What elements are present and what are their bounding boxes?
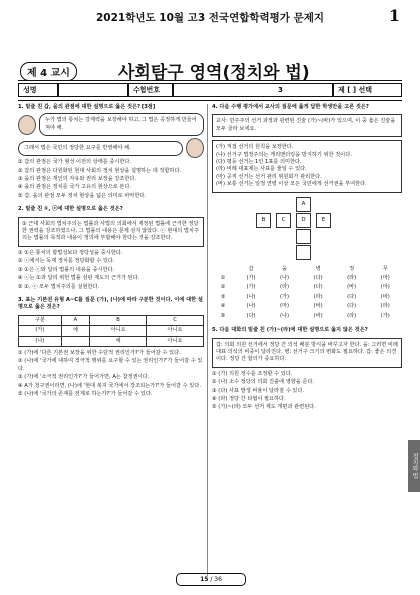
table-cell: (라) — [347, 312, 357, 319]
question-1 — [18, 104, 204, 200]
table-cell: (다) — [246, 312, 256, 319]
question-4 — [212, 104, 402, 321]
statement: (나) 선거구 법정주의는 게리맨더링을 방지하기 위한 것이다. — [216, 151, 352, 158]
table-row — [19, 326, 204, 336]
grid-cell: D — [296, 213, 311, 228]
table-cell: ② — [220, 284, 226, 291]
question-2 — [18, 206, 204, 291]
statement: (가) 직접 선거의 원칙을 보장한다. — [216, 144, 294, 151]
table-cell: ⑤ — [220, 312, 226, 319]
table-cell: (나) — [246, 303, 256, 310]
grid-cell: E — [316, 213, 331, 228]
table-cell: (나) — [280, 312, 290, 319]
table-header: 구분 — [19, 315, 62, 325]
table-cell: 예 — [61, 326, 89, 336]
question-3-title: 3. 표는 기본권 유형 A~C를 질문 (가), (나)에 따라 구분한 것이다. 이에 대한 설명으로 옳은 것은? — [18, 296, 203, 311]
table-cell: 아니요 — [90, 326, 147, 336]
q5-choice[interactable]: ② (나) 소수 정당의 의회 진출에 영향을 준다. — [212, 379, 315, 386]
q1-choice[interactable]: ④ 을의 관점은 정치를 국가 고유의 현상으로 본다. — [18, 184, 132, 191]
subject-title: 사회탐구 영역(정치와 법) — [118, 63, 310, 83]
grid-cell: B — [256, 213, 271, 228]
question-5-passage: 갑: 의회 의원 선거에서 정당 간 의석 배분 방식을 바꾸고자 한다. 을: 그러면 비례 대표 의석의 비중이 달라진다. 병: 선거구 크기의 변화도 필요하다. 갑: 좋은 의견이다. 정당 간 합의가 중요하다. — [212, 338, 402, 368]
table-header: A — [61, 315, 89, 325]
current-page: 15 — [200, 576, 209, 583]
top-rule — [18, 80, 402, 81]
statement: (마) 공직 선거는 선거 관리 위원회가 관리한다. — [216, 173, 322, 180]
exam-no-field[interactable] — [173, 83, 333, 97]
rights-table — [18, 315, 204, 347]
question-4-statements — [212, 140, 402, 192]
question-2-passage: ① 근대 사회의 법치주의는 법률과 사법의 의회에서 제정된 법률에 근거한 정당한 권력을 강조하였으나, 그 법률의 내용은 문제 삼지 않았다. ⓒ 현대의 법치주의는 법률의 목적과 내용이 정의에 부합해야 한다는 것을 강조한다. — [18, 217, 204, 247]
q1-choice[interactable]: ② 갑의 관점은 다원화된 현대 사회의 정치 현상을 설명하는 데 적합하다. — [18, 167, 182, 174]
left-column — [18, 104, 204, 404]
table-header: 무 — [382, 265, 388, 272]
table-cell: (다) — [313, 275, 323, 282]
q1-choice[interactable]: ③ 을의 관점은 개인의 자유와 권리 보장을 강조한다. — [18, 176, 137, 183]
q5-choice[interactable]: ④ (라) 정당 간 타협이 필요하다. — [212, 395, 286, 402]
name-label: 성명 — [18, 83, 58, 97]
choice-field[interactable]: 제 [ ] 선택 — [333, 83, 402, 97]
right-column — [212, 104, 402, 418]
table-cell: (다) — [313, 284, 323, 291]
table-cell: (가) — [246, 284, 256, 291]
question-5 — [212, 327, 402, 412]
q2-choice[interactable]: ③ ①은 ⓒ와 달리 법률의 내용을 중시한다. — [18, 266, 115, 273]
question-5-title: 5. 다음 대화의 밑줄 친 (가)~(라)에 대한 설명으로 옳지 않은 것은? — [212, 327, 368, 334]
q3-choice[interactable]: ② (나)에 '국가에 대하여 적극적 행위를 요구할 수 있는 권리인가?'가 들어갈 수 있다. — [18, 358, 203, 372]
table-cell: 예 — [90, 336, 147, 346]
q3-choice[interactable]: ① (가)에 '다른 기본권 보장을 위한 수단적 권리인가?'가 들어갈 수 있다. — [18, 349, 181, 356]
grid-cell — [296, 245, 311, 260]
student-info-bar — [18, 83, 402, 97]
q2-choice[interactable]: ⑤ ①, ⓒ 모두 법치주의를 실현한다. — [18, 283, 100, 290]
q2-choice[interactable]: ② ⓒ에서는 독재 정치를 정당화할 수 있다. — [18, 258, 115, 265]
table-cell: (다) — [347, 303, 357, 310]
exam-no-label: 수험번호 — [128, 83, 173, 97]
table-row — [19, 336, 204, 346]
table-cell: (나) — [19, 336, 62, 346]
table-header: 갑 — [248, 265, 254, 272]
name-field[interactable] — [58, 83, 128, 97]
exam-no-value: 3 — [278, 86, 283, 94]
speech-bubble-b: 그래서 법은 국민의 정당한 요구를 반영해야 해. — [18, 141, 183, 156]
page-number: 1 — [388, 6, 400, 25]
question-1-title: 1. 밑줄 친 갑, 을의 관점에 대한 설명으로 옳은 것은? [3점] — [18, 104, 156, 110]
q2-choice[interactable]: ④ ⓒ는 ①과 달리 위헌 법률 심판 제도의 근거가 된다. — [18, 275, 140, 282]
q1-choice[interactable]: ⑤ 갑, 을의 관점 모두 정치 현상을 넓은 의미로 파악한다. — [18, 192, 147, 199]
table-cell: ③ — [220, 293, 226, 300]
answer-table — [212, 265, 402, 321]
table-cell: (나) — [280, 275, 290, 282]
q1-choice[interactable]: ① 갑의 관점은 국가 형성 이전의 상태를 중시한다. — [18, 159, 132, 166]
speech-bubble-a: 누가 법의 통치는 강제력을 보장해야 하고, 그 법은 공정하게 만들어져야 해. — [39, 113, 204, 136]
table-cell: (마) — [380, 275, 390, 282]
table-header: B — [90, 315, 147, 325]
table-cell: (라) — [280, 284, 290, 291]
statement: (바) 보통 선거는 일정 연령 이상 모든 국민에게 선거권을 부여한다. — [216, 181, 367, 188]
answer-row[interactable] — [212, 283, 402, 292]
grid-cell: A — [296, 197, 311, 212]
q3-choice[interactable]: ④ A가 청구권이라면, (나)에 '현대 복지 국가에서 강조되는가?'가 들어갈 수 있다. — [18, 382, 201, 389]
q3-choice[interactable]: ③ (가)에 '소극적 권리인가?'가 들어가면, A는 참정권이다. — [18, 374, 150, 381]
statement: (라) 비례 대표제는 사표를 줄일 수 있다. — [216, 166, 307, 173]
question-4-intro: 교사: 민주주의 선거 과정과 관련된 진술 (가)~(바)가 있으며, 이 중 옳은 진술을 모두 골라 보세요. — [212, 114, 402, 137]
table-cell: (바) — [313, 312, 323, 319]
grid-cell: C — [276, 213, 291, 228]
table-cell: (마) — [380, 284, 390, 291]
table-cell: (마) — [280, 303, 290, 310]
table-cell: (라) — [380, 303, 390, 310]
table-header — [212, 265, 234, 274]
q2-choice[interactable]: ① ①은 통치의 합법성보다 정당성을 중시한다. — [18, 249, 123, 256]
table-cell: (바) — [347, 284, 357, 291]
question-4-title: 4. 다음 수행 평가에서 교사의 질문에 옳게 답한 학생만을 고른 것은? — [212, 104, 369, 110]
q3-choice[interactable]: ⑤ (나)에 '국가의 존재를 전제로 하는가?'가 들어갈 수 있다. — [18, 390, 153, 397]
subject-side-tab: 정치와 법 — [408, 440, 420, 492]
answer-row[interactable] — [212, 312, 402, 321]
table-cell: (가) — [380, 312, 390, 319]
page-counter: 15 / 36 — [176, 573, 246, 586]
table-header: 병 — [315, 265, 321, 272]
table-cell: (가) — [280, 293, 290, 300]
table-cell: (가) — [19, 326, 62, 336]
info-rule — [18, 100, 402, 101]
q5-choice[interactable]: ① (가) 의원 정수를 조정할 수 있다. — [212, 370, 293, 377]
column-divider — [207, 104, 208, 576]
question-3 — [18, 297, 204, 398]
exam-title: 2021학년도 10월 고3 전국연합학력평가 문제지 — [95, 12, 325, 24]
person-b-icon — [186, 138, 204, 158]
answer-row[interactable] — [212, 293, 402, 302]
puzzle-grid — [212, 197, 402, 261]
table-cell: 아니요 — [147, 336, 204, 346]
answer-row[interactable] — [212, 302, 402, 311]
q5-choice[interactable]: ⑤ (가)~(라) 모두 선거 제도 개편과 관련된다. — [212, 404, 316, 411]
table-cell: (가) — [246, 275, 256, 282]
table-cell: ① — [220, 275, 226, 282]
answer-row[interactable] — [212, 274, 402, 283]
table-header: 을 — [282, 265, 288, 272]
table-cell: 아니요 — [147, 326, 204, 336]
table-cell — [61, 336, 89, 346]
question-2-title: 2. 밑줄 친 ①, ⓒ에 대한 설명으로 옳은 것은? — [18, 206, 123, 213]
session-badge: 제 4 교시 — [20, 62, 77, 81]
statement: (다) 평등 선거는 1인 1표를 의미한다. — [216, 159, 302, 166]
table-cell: ④ — [220, 303, 226, 310]
total-pages: 36 — [214, 576, 222, 583]
table-cell: (다) — [347, 293, 357, 300]
grid-cell — [296, 229, 311, 244]
table-cell: (바) — [380, 293, 390, 300]
table-header: 정 — [349, 265, 355, 272]
table-cell: (바) — [313, 303, 323, 310]
table-cell: (라) — [347, 275, 357, 282]
table-cell: (라) — [313, 293, 323, 300]
table-cell: (나) — [246, 293, 256, 300]
person-a-icon — [18, 115, 36, 135]
q5-choice[interactable]: ③ (다) 사표 발생 비율이 달라질 수 있다. — [212, 387, 305, 394]
table-header: C — [147, 315, 204, 325]
